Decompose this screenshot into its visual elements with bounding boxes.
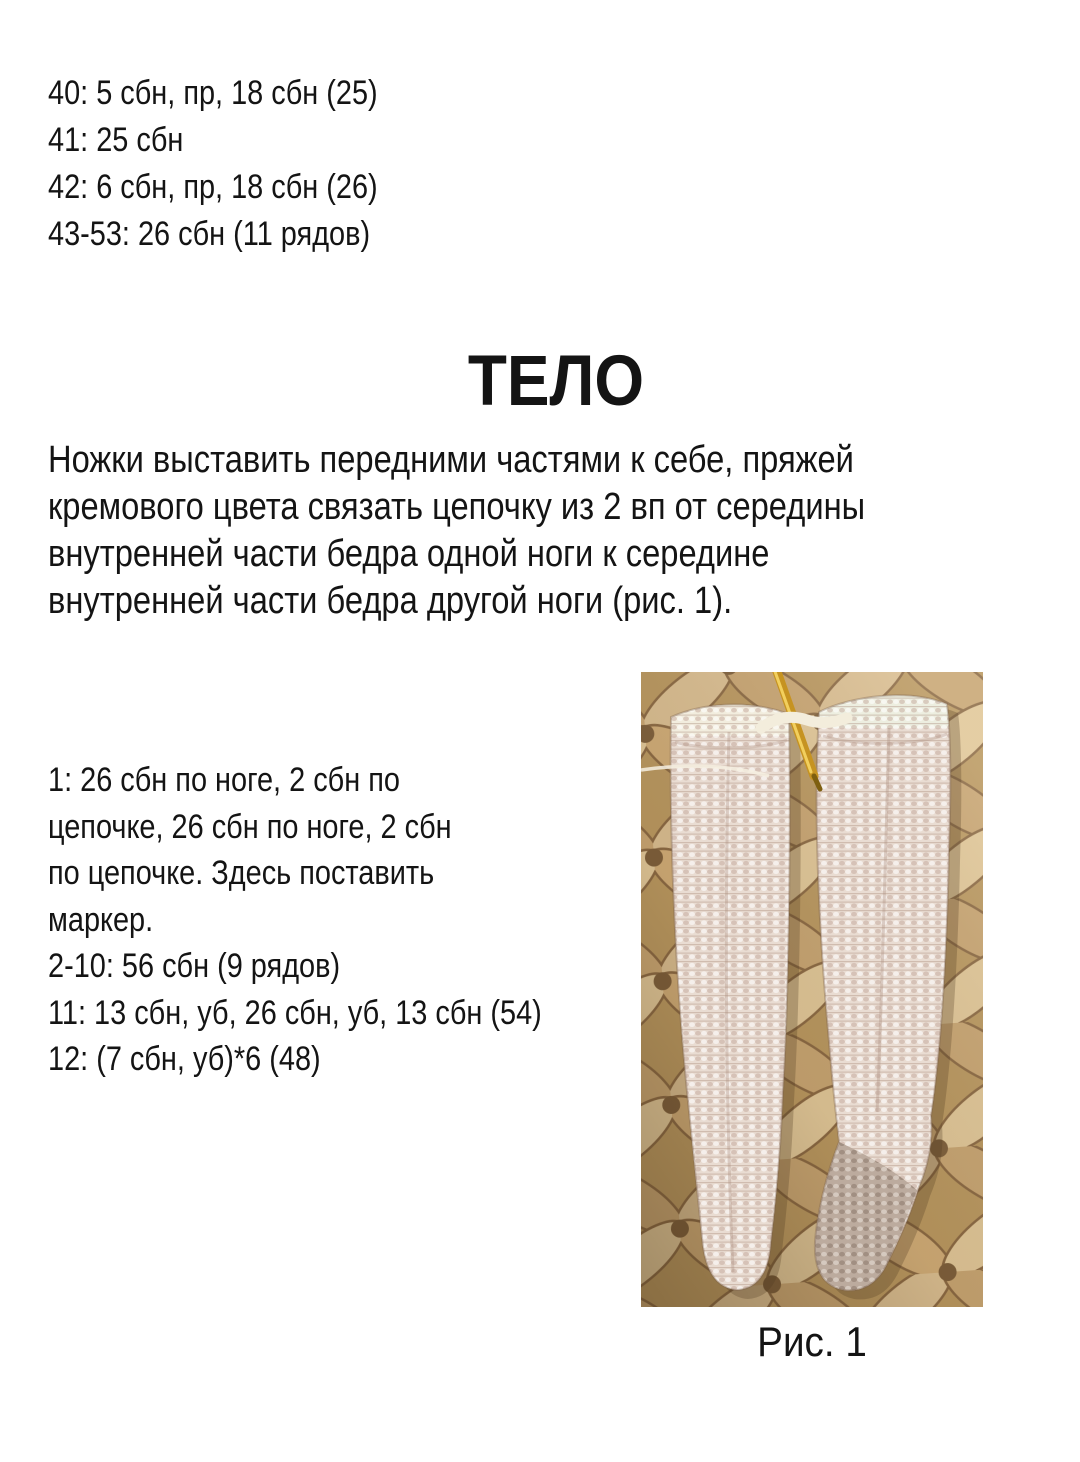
pattern-row-line: по цепочке. Здесь поставить [48,854,435,892]
paragraph-line: внутренней части бедра другой ноги (рис. 1). [48,580,733,622]
figure-caption: Рис. 1 [757,1318,867,1365]
intro-paragraph [48,437,865,625]
body-steps-list [48,757,542,1083]
pattern-row-line: 40: 5 сбн, пр, 18 сбн (25) [48,74,378,112]
pattern-row-line: 11: 13 сбн, уб, 26 сбн, уб, 13 сбн (54) [48,993,542,1032]
pattern-row-line: 2-10: 56 сбн (9 рядов) [48,947,341,985]
pattern-row-line: 42: 6 сбн, пр, 18 сбн (26) [48,168,378,206]
paragraph-line: Ножки выставить передними частями к себе, пряжей [48,439,854,481]
section-title: ТЕЛО [467,342,645,421]
pattern-row-line: 41: 25 сбн [48,121,184,159]
pattern-row-line: 12: (7 сбн, уб)*6 (48) [48,1040,321,1078]
paragraph-line: внутренней части бедра одной ноги к середине [48,533,770,575]
crochet-legs-photo [641,672,983,1307]
pattern-row-line: цепочке, 26 сбн по ноге, 2 сбн [48,807,452,846]
figure-1 [641,672,983,1365]
pattern-row-line: 1: 26 сбн по ноге, 2 сбн по [48,761,400,799]
rows-40-53-list [48,70,378,258]
paragraph-line: кремового цвета связать цепочку из 2 вп от середины [48,486,866,528]
pattern-row-line: маркер. [48,900,154,939]
pattern-row-line: 43-53: 26 сбн (11 рядов) [48,215,371,253]
